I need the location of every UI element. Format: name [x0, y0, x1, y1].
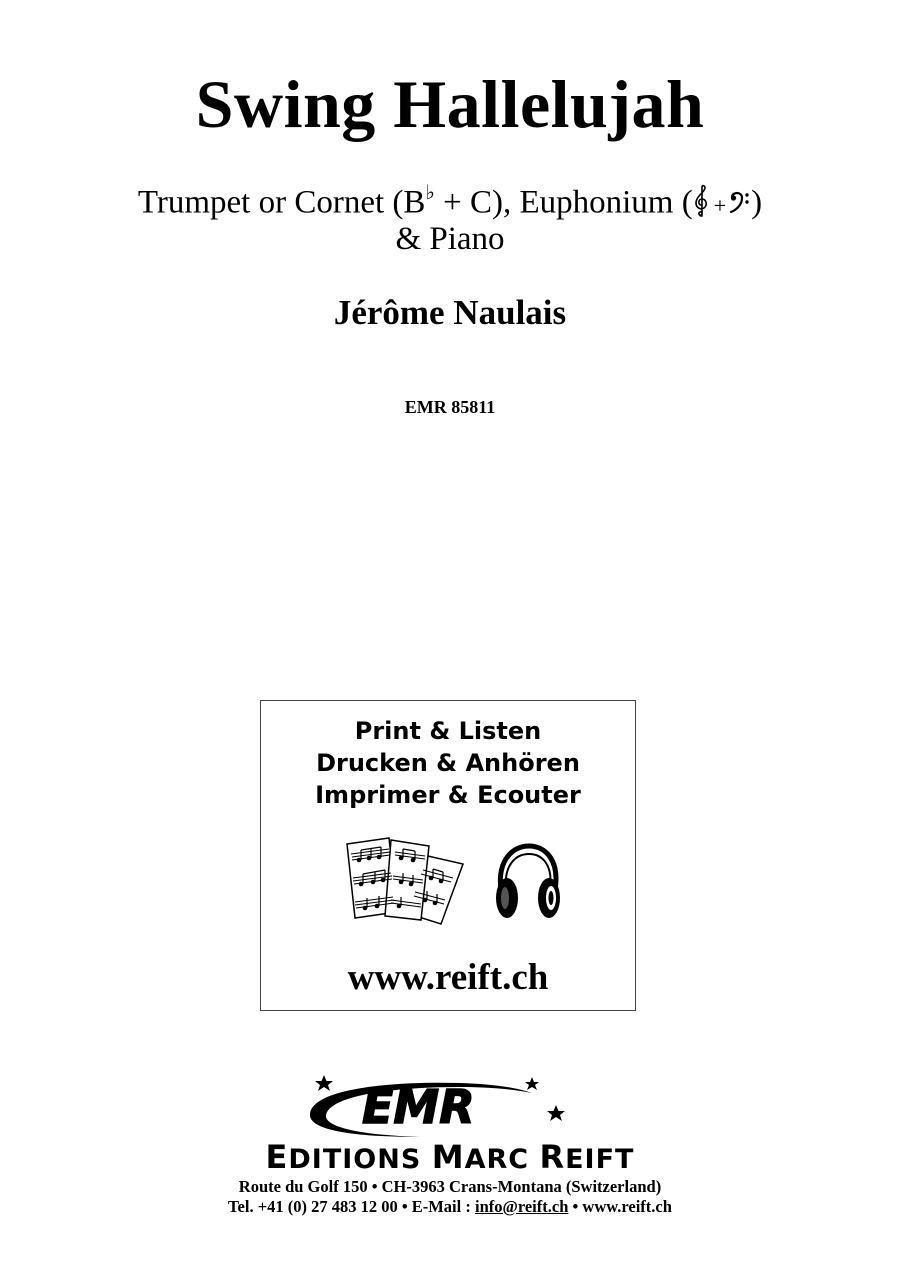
- publisher-name-part: E: [265, 1138, 289, 1176]
- publisher-name-part: EIFT: [565, 1144, 635, 1175]
- print-listen-box[interactable]: [260, 700, 636, 1011]
- promo-line-english: Print & Listen: [354, 717, 542, 745]
- publisher-address: Route du Golf 150 • CH-3963 Crans-Montana (Switzerland): [238, 1177, 662, 1196]
- bass-clef-icon: [729, 187, 751, 223]
- catalog-number: EMR 85811: [404, 397, 496, 417]
- instrumentation-text-c: ): [751, 184, 763, 221]
- instrumentation-line-1: [0, 181, 900, 226]
- promo-line-german: Drucken & Anhören: [316, 749, 580, 777]
- publisher-name-part: R: [539, 1138, 566, 1176]
- publisher-name: [0, 1138, 900, 1176]
- instrumentation-text-b: + C), Euphonium (: [434, 184, 693, 221]
- promo-line-french: Imprimer & Ecouter: [315, 781, 581, 809]
- publisher-name-part: ARC: [464, 1144, 540, 1175]
- publisher-contact: [0, 1198, 900, 1216]
- sheet-music-icon: [341, 836, 466, 926]
- emr-logo: [300, 1075, 600, 1143]
- promo-website-link[interactable]: www.reift.ch: [347, 957, 549, 998]
- clef-plus: +: [713, 192, 727, 218]
- instrumentation-line-2: & Piano: [395, 221, 505, 257]
- flat-symbol: ♭: [425, 181, 435, 204]
- publisher-name-part: M: [431, 1138, 465, 1176]
- headphones-icon: [493, 842, 563, 922]
- page-title: Swing Hallelujah: [195, 66, 705, 142]
- contact-website: • www.reift.ch: [568, 1197, 672, 1216]
- instrumentation-text-a: Trumpet or Cornet (B: [137, 184, 426, 221]
- email-link[interactable]: info@reift.ch: [474, 1197, 569, 1216]
- composer-name: Jérôme Naulais: [333, 293, 567, 332]
- treble-clef-icon: [693, 184, 711, 226]
- publisher-name-part: DITIONS: [288, 1144, 432, 1175]
- emr-logo-text: EMR: [362, 1080, 475, 1134]
- contact-phone: Tel. +41 (0) 27 483 12 00 • E-Mail :: [228, 1197, 475, 1216]
